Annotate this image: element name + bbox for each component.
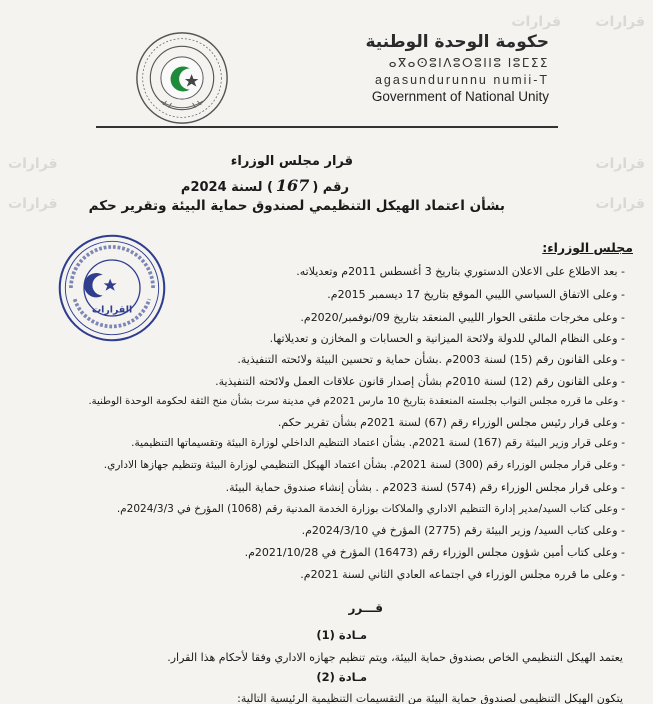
recital-item: - وعلى كتاب السيد/مدير إدارة التنظيم الاداري والملاكات بوزارة الخدمة المدنية رقم (1068) المؤرخ في 2024/3/3م. bbox=[116, 503, 625, 515]
decree-number-handwritten: 167 bbox=[275, 176, 310, 195]
watermark: قرارات bbox=[8, 196, 58, 212]
resolved-heading: قـــرر bbox=[348, 601, 383, 615]
watermark: قرارات bbox=[595, 156, 645, 172]
recital-item: - وعلى القانون رقم (12) لسنة 2010م بشأن إصدار قانون علاقات العمل ولائحته التنفيذية. bbox=[215, 375, 625, 388]
stamp-label: القرارات bbox=[91, 304, 133, 316]
recital-item: - وعلى النظام المالي للدولة ولائحة الميزانية و الحسابات و المخازن و تعديلاتها. bbox=[269, 332, 625, 345]
council-heading: مجلس الوزراء: bbox=[542, 240, 633, 255]
recital-item: - وعلى قرار مجلس الوزراء رقم (574) لسنة 2023م . بشأن إنشاء صندوق حماية البيئة. bbox=[225, 481, 625, 494]
recital-item: - وعلى القانون رقم (15) لسنة 2003م .بشأن حماية و تحسين البيئة ولائحته التنفيذية. bbox=[237, 353, 625, 366]
letterhead-english: Government of National Unity bbox=[371, 89, 549, 104]
header-divider bbox=[96, 126, 558, 128]
decree-number: رقم (167) لسنة 2024م bbox=[180, 176, 349, 195]
watermark: قرارات bbox=[511, 14, 561, 30]
recital-item: - بعد الاطلاع على الاعلان الدستوري بتاريخ 3 أغسطس 2011م وتعديلاته. bbox=[296, 265, 625, 278]
recital-item: - وعلى كتاب أمين شؤون مجلس الوزراء رقم (16473) المؤرخ في 2021/10/28م. bbox=[244, 546, 625, 559]
recital-item: - وعلى ما قرره مجلس النواب بجلسته المنعقدة بتاريخ 10 مارس 2021م في مدينة سرت بشأن منح الثقة لحكومة الوحدة الوطنية. bbox=[88, 396, 625, 407]
recital-item: - وعلى قرار مجلس الوزراء رقم (300) لسنة 2021م. بشأن اعتماد الهيكل التنظيمي لوزارة البيئة وتنظيم جهازها الاداري. bbox=[103, 459, 625, 471]
letterhead-latin: agasundurunnu numii-T bbox=[374, 73, 549, 87]
recital-item: - وعلى مخرجات ملتقى الحوار الليبي المنعقد بتاريخ 09/نوفمبر/2020م. bbox=[300, 311, 625, 324]
watermark: قرارات bbox=[8, 156, 58, 172]
article-1-text: يعتمد الهيكل التنظيمي الخاص بصندوق حماية البيئة، ويتم تنظيم جهازه الاداري وفقا لأحكام هذا القرار. bbox=[167, 651, 623, 664]
recital-item: - وعلى ما قرره مجلس الوزراء في اجتماعه العادي الثاني لسنة 2021م. bbox=[300, 568, 625, 581]
official-stamp-icon bbox=[56, 232, 168, 344]
decree-subject: بشأن اعتماد الهيكل التنظيمي لصندوق حماية البيئة وتقرير حكم bbox=[88, 198, 505, 214]
government-emblem-icon bbox=[134, 30, 230, 126]
letterhead-arabic: حكومة الوحدة الوطنية bbox=[365, 32, 549, 52]
article-1-heading: مـادة (1) bbox=[316, 628, 367, 642]
article-2-text: يتكون الهيكل التنظيمي لصندوق حماية البيئة من التقسيمات التنظيمية الرئيسية التالية: bbox=[237, 692, 623, 704]
watermark: قرارات bbox=[595, 196, 645, 212]
recital-item: - وعلى قرار وزير البيئة رقم (167) لسنة 2021م. بشأن اعتماد التنظيم الداخلي لوزارة البيئة وتقسيماتها التنظيمية. bbox=[131, 437, 625, 449]
decree-title: قرار مجلس الوزراء bbox=[230, 154, 353, 169]
recital-item: - وعلى كتاب السيد/ وزير البيئة رقم (2775) المؤرخ في 2024/3/10م. bbox=[301, 524, 625, 537]
recital-item: - وعلى الاتفاق السياسي الليبي الموقع بتاريخ 17 ديسمبر 2015م. bbox=[327, 288, 625, 301]
watermark: قرارات bbox=[595, 14, 645, 30]
letterhead-tifinagh: ⴰⴳⴰⵙⵓⵏⴷⵓⵔⵓⵏⵏⵓ ⵏⵓⵎⵉⵉ bbox=[388, 56, 549, 70]
article-2-heading: مـادة (2) bbox=[316, 670, 367, 684]
letterhead bbox=[319, 32, 549, 104]
recital-item: - وعلى قرار رئيس مجلس الوزراء رقم (67) لسنة 2021م بشأن تقرير حكم. bbox=[277, 416, 625, 429]
